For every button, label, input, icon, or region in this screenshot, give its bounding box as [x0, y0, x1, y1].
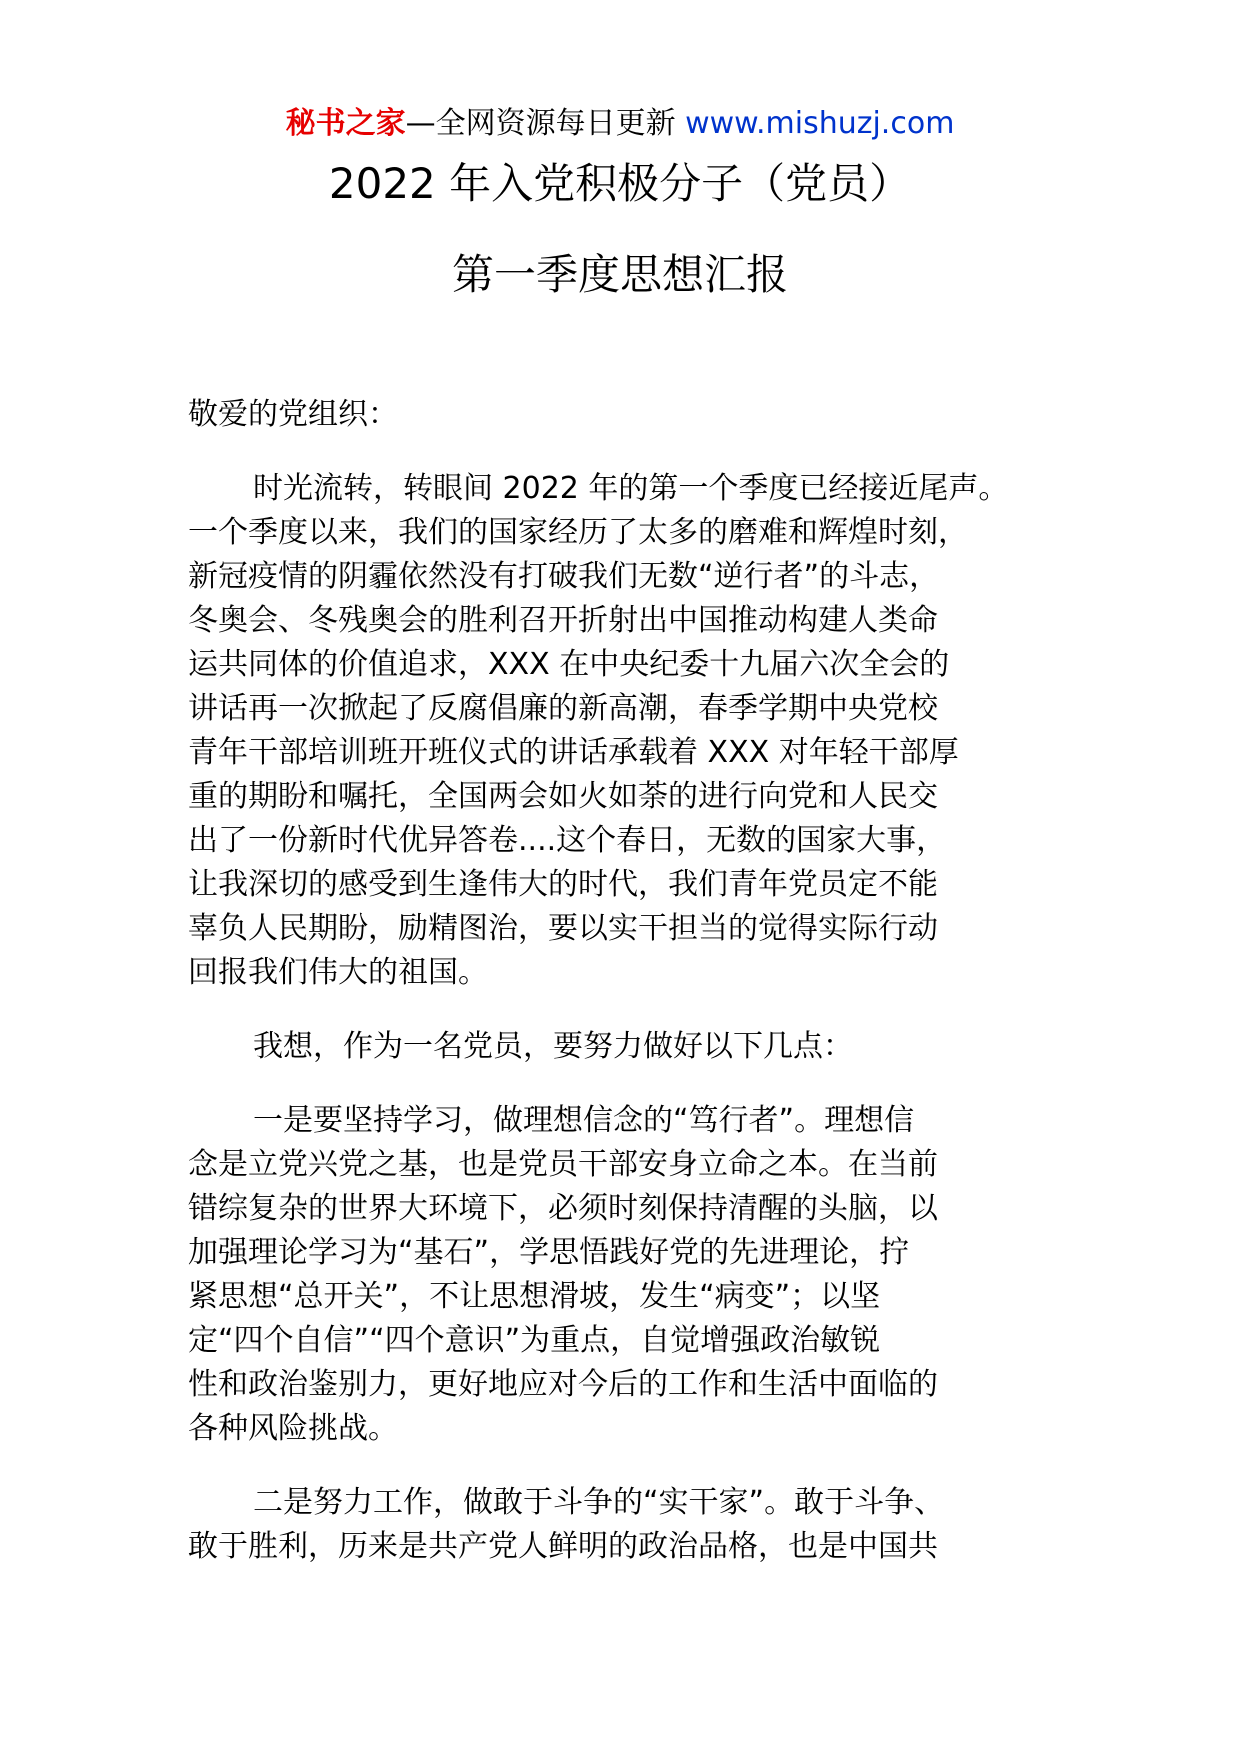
paragraph-3: [188, 1099, 1068, 1451]
paragraph-line: 冬奥会、冬残奥会的胜利召开折射出中国推动构建人类命: [188, 603, 938, 638]
paragraph-line: 二是努力工作，做敢于斗争的“实干家”。敢于斗争、: [253, 1485, 945, 1520]
salutation: 敬爱的党组织：: [188, 397, 398, 432]
paragraph-line: 让我深切的感受到生逢伟大的时代，我们青年党员定不能: [188, 867, 938, 902]
document-body: [188, 393, 1068, 1569]
document-title-line1: 2022 年入党积极分子（党员）: [328, 159, 912, 208]
paragraph-line: 性和政治鉴别力，更好地应对今后的工作和生活中面临的: [188, 1367, 938, 1402]
paragraph-line: 敢于胜利，历来是共产党人鲜明的政治品格，也是中国共: [188, 1529, 938, 1564]
paragraph-line: 时光流转，转眼间 2022 年的第一个季度已经接近尾声。: [253, 471, 1009, 506]
paragraph-line: 一是要坚持学习，做理想信念的“笃行者”。理想信: [253, 1103, 915, 1138]
paragraph-line: 回报我们伟大的祖国。: [188, 955, 488, 990]
brand-name: 秘书之家: [285, 106, 406, 141]
paragraph-line: 定“四个自信”“四个意识”为重点，自觉增强政治敏锐: [188, 1323, 881, 1358]
paragraph-line: 出了一份新时代优异答卷....这个春日，无数的国家大事，: [188, 823, 947, 858]
document-title-line2: 第一季度思想汇报: [451, 250, 788, 299]
paragraph-1: [188, 467, 1068, 995]
site-url-link[interactable]: www.mishuzj.com: [675, 106, 955, 141]
paragraph-line: 念是立党兴党之基，也是党员干部安身立命之本。在当前: [188, 1147, 938, 1182]
paragraph-line: 紧思想“总开关”，不让思想滑坡，发生“病变”；以坚: [188, 1279, 881, 1314]
paragraph-line: 重的期盼和嘱托，全国两会如火如荼的进行向党和人民交: [188, 779, 938, 814]
paragraph-line: 辜负人民期盼，励精图治，要以实干担当的觉得实际行动: [188, 911, 938, 946]
paragraph-line: 一个季度以来，我们的国家经历了太多的磨难和辉煌时刻，: [188, 515, 968, 550]
paragraph-2: [188, 1025, 1068, 1069]
paragraph-line: 我想，作为一名党员，要努力做好以下几点：: [253, 1029, 853, 1064]
paragraph-line: 讲话再一次掀起了反腐倡廉的新高潮，春季学期中央党校: [188, 691, 938, 726]
site-header: [0, 100, 1240, 148]
paragraph-line: 青年干部培训班开班仪式的讲话承载着 XXX 对年轻干部厚: [188, 735, 959, 770]
paragraph-line: 加强理论学习为“基石”，学思悟践好党的先进理论，拧: [188, 1235, 910, 1270]
paragraph-line: 运共同体的价值追求，XXX 在中央纪委十九届六次全会的: [188, 647, 950, 682]
paragraph-line: 错综复杂的世界大环境下，必须时刻保持清醒的头脑，以: [188, 1191, 938, 1226]
paragraph-line: 新冠疫情的阴霾依然没有打破我们无数“逆行者”的斗志，: [188, 559, 940, 594]
header-tagline: —全网资源每日更新: [405, 106, 676, 141]
paragraph-4: [188, 1481, 1068, 1569]
paragraph-line: 各种风险挑战。: [188, 1411, 398, 1446]
